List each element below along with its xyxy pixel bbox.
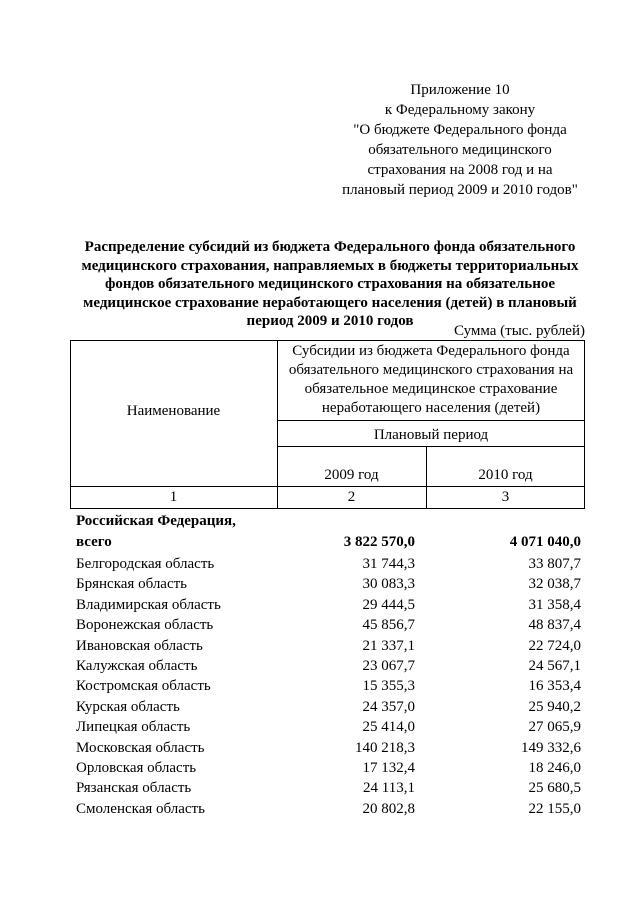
value-2010: 16 353,4 [528,678,581,695]
value-2010: 32 038,7 [528,576,581,593]
table-border-bottom [70,508,585,509]
column-number: 3 [501,489,510,505]
value-2009: 29 444,5 [362,596,415,613]
appendix-note [330,80,590,200]
table-header [70,340,585,509]
table-divider [277,420,585,421]
value-2009: 31 744,3 [362,556,415,572]
value-2009: 21 337,1 [362,637,415,654]
value-2010: 48 837,4 [528,617,581,634]
table-border-left [70,340,71,509]
region-name: Рязанская область [76,780,192,797]
region-name: Московская область [76,739,205,756]
region-name: Орловская область [76,759,197,776]
value-2010: 22 724,0 [528,637,581,654]
table-row-total [70,512,585,554]
total-name: всего [76,534,112,550]
region-name: Калужская область [76,657,198,674]
title-line: период 2009 и 2010 годов [246,313,414,330]
table-border-top [70,340,585,341]
region-name: Курская область [76,698,180,715]
region-name: Липецкая область [76,719,191,736]
header-planned-period: Плановый период [373,427,489,443]
total-name: Российская Федерация, [76,513,236,529]
total-2010: 4 071 040,0 [509,534,581,550]
appendix-line: плановый период 2009 и 2010 годов" [342,182,578,198]
value-2009: 24 357,0 [362,698,415,715]
region-name: Воронежская область [76,617,214,634]
value-2010: 18 246,0 [528,759,581,776]
table-row [70,799,585,819]
appendix-line: страхования на 2008 год и на [367,162,553,178]
table-row [70,554,585,574]
value-2009: 140 218,3 [355,739,415,756]
region-name: Смоленская область [76,800,205,817]
appendix-line: к Федеральному закону [384,102,536,118]
table-row [70,656,585,676]
table-row [70,758,585,778]
total-2009: 3 822 570,0 [343,534,415,550]
table-row [70,717,585,737]
header-subsidy-line: обязательное медицинское страхование [304,381,558,397]
header-subsidy-line: обязательного медицинского страхования на [288,362,574,378]
title-line: фондов обязательного медицинского страхования на обязательное [104,276,556,293]
title-line: медицинского страхования, направляемых в бюджеты территориальных [81,257,579,274]
value-2010: 25 940,2 [528,698,581,715]
region-name: Владимирская область [76,596,221,613]
units-caption: Сумма (тыс. рублей) [453,323,585,339]
region-name: Костромская область [76,678,211,695]
value-2009: 15 355,3 [362,678,415,695]
value-2010: 149 332,6 [521,739,581,756]
value-2010: 27 065,9 [528,719,581,736]
header-name: Наименование [126,403,221,419]
table-row [70,636,585,656]
column-number: 2 [347,489,356,505]
value-2010: 33 807,7 [528,556,581,572]
appendix-line: обязательного медицинского [368,142,552,158]
table-row [70,778,585,798]
column-number: 1 [169,489,178,505]
header-year-2009: 2009 год [324,467,379,483]
header-subsidy-line: Субсидии из бюджета Федерального фонда [292,343,570,359]
table-body [70,512,585,819]
value-2009: 25 414,0 [362,719,415,736]
document-title [70,238,590,331]
header-subsidy-line: неработающего населения (детей) [321,400,541,416]
value-2010: 25 680,5 [528,780,581,797]
title-line: медицинское страхование неработающего населения (детей) в плановый [83,294,577,311]
value-2010: 24 567,1 [528,657,581,674]
table-row [70,738,585,758]
table-row [70,595,585,615]
appendix-line: "О бюджете Федерального фонда [353,122,567,138]
value-2009: 23 067,7 [362,657,415,674]
value-2010: 31 358,4 [528,596,581,613]
table-divider [70,486,585,487]
table-row [70,574,585,594]
value-2009: 24 113,1 [363,780,415,797]
region-name: Белгородская область [76,556,215,572]
value-2010: 22 155,0 [528,800,581,817]
region-name: Брянская область [76,576,188,593]
value-2009: 20 802,8 [362,800,415,817]
value-2009: 17 132,4 [362,759,415,776]
region-name: Ивановская область [76,637,203,654]
title-line: Распределение субсидий из бюджета Федерального фонда обязательного [84,239,576,255]
table-row [70,615,585,635]
header-year-2010: 2010 год [478,467,533,483]
table-row [70,697,585,717]
table-row [70,676,585,696]
table-divider [277,446,585,447]
value-2009: 45 856,7 [362,617,415,634]
appendix-line: Приложение 10 [410,82,510,98]
value-2009: 30 083,3 [362,576,415,593]
